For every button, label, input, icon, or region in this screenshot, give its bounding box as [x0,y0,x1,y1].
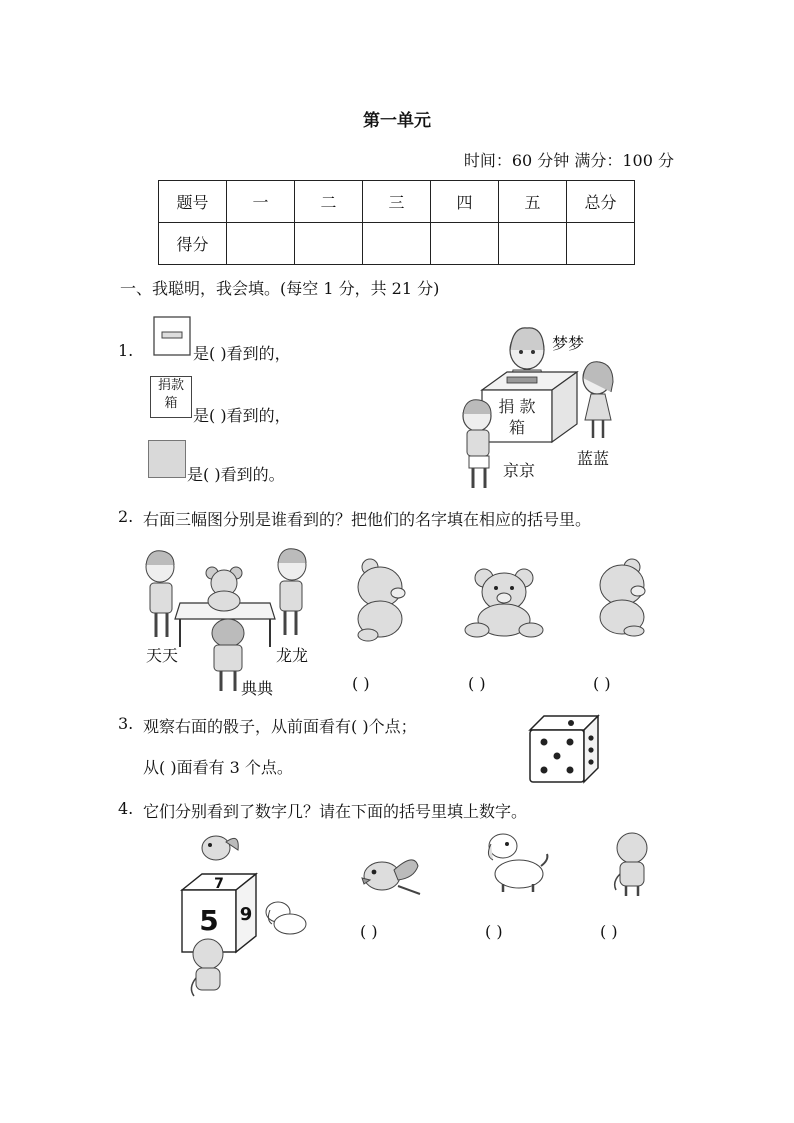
header-cell: 总分 [567,181,635,223]
q2-text: 右面三幅图分别是谁看到的？把他们的名字填在相应的括号里。 [143,510,592,529]
header-cell: 二 [295,181,363,223]
q4-answer-1[interactable]: ( ) [360,922,378,941]
header-cell: 一 [227,181,295,223]
score-input-cell[interactable] [227,223,295,265]
name-jingjing: 京京 [503,461,536,480]
cube-side-number: 9 [239,904,253,925]
header-cell: 四 [431,181,499,223]
number-cube-scene [180,828,320,1000]
score-table-header-row [159,181,635,223]
score-label-cell: 得分 [159,223,227,265]
name-mengmeng: 梦梦 [552,334,585,353]
top-view-box-icon [153,316,191,356]
q1-line2: 是( )看到的， [193,406,291,425]
time-and-score-info: 时间：60 分钟 满分：100 分 [463,151,674,170]
bear-on-table-icon [206,567,242,611]
boy-diandian-icon [212,619,244,691]
boy-tiantian-icon [146,551,174,637]
q2-answer-1[interactable]: ( ) [352,674,370,693]
donation-box-scene [455,320,635,498]
q1-line1: 是( )看到的， [193,344,291,363]
dice-icon [527,712,601,784]
q4-text: 它们分别看到了数字几？请在下面的括号里填上数字。 [143,802,528,821]
bear-side-view-left-icon [350,557,410,642]
q3-number: 3. [118,714,134,733]
score-input-cell[interactable] [431,223,499,265]
q2-number: 2. [118,507,134,526]
q2-answer-2[interactable]: ( ) [468,674,486,693]
q2-answer-3[interactable]: ( ) [593,674,611,693]
score-table-score-row [159,223,635,265]
bird-side-view-icon [358,850,428,900]
monkey-back-view-icon [608,830,658,898]
header-cell: 题号 [159,181,227,223]
score-input-cell[interactable] [567,223,635,265]
q3-line2: 从( )面看有 3 个点。 [143,758,293,777]
score-input-cell[interactable] [295,223,363,265]
donation-box-icon [482,372,577,442]
boy-jingjing-icon [463,400,491,488]
q4-answer-3[interactable]: ( ) [600,922,618,941]
q4-answer-2[interactable]: ( ) [485,922,503,941]
name-longlong: 龙龙 [276,646,309,665]
section1-heading: 一、我聪明，我会填。(每空 1 分，共 21 分) [120,279,440,298]
header-cell: 三 [363,181,431,223]
name-lanlan: 蓝蓝 [577,449,610,468]
dog-side-view-icon [483,830,553,896]
cube-top-number: 7 [214,876,224,892]
q1-line3: 是( )看到的。 [187,465,285,484]
score-input-cell[interactable] [499,223,567,265]
box-front-text-1: 捐 款 [498,397,536,416]
q1-number: 1. [118,341,134,360]
box-label-2: 箱 [164,396,178,411]
page-title: 第一单元 [363,111,431,131]
bear-front-view-icon [463,566,545,638]
cube-front-number: 5 [199,904,219,937]
q4-number: 4. [118,799,134,818]
bear-side-view-right-icon [594,557,654,637]
side-view-box-icon [148,440,186,478]
name-tiantian: 天天 [146,646,179,665]
dog-icon [266,902,306,934]
table-bear-scene [140,545,315,695]
front-view-box-icon [150,376,192,418]
girl-lanlan-icon [583,362,613,438]
header-cell: 五 [499,181,567,223]
monkey-back-icon [191,939,223,996]
q3-line1: 观察右面的骰子，从前面看有( )个点； [143,717,417,736]
score-input-cell[interactable] [363,223,431,265]
bird-icon [202,836,238,860]
name-diandian: 典典 [241,679,274,698]
box-label-1: 捐款 [157,378,184,393]
box-front-text-2: 箱 [508,418,526,437]
score-table [158,180,635,265]
boy-longlong-icon [278,549,306,635]
